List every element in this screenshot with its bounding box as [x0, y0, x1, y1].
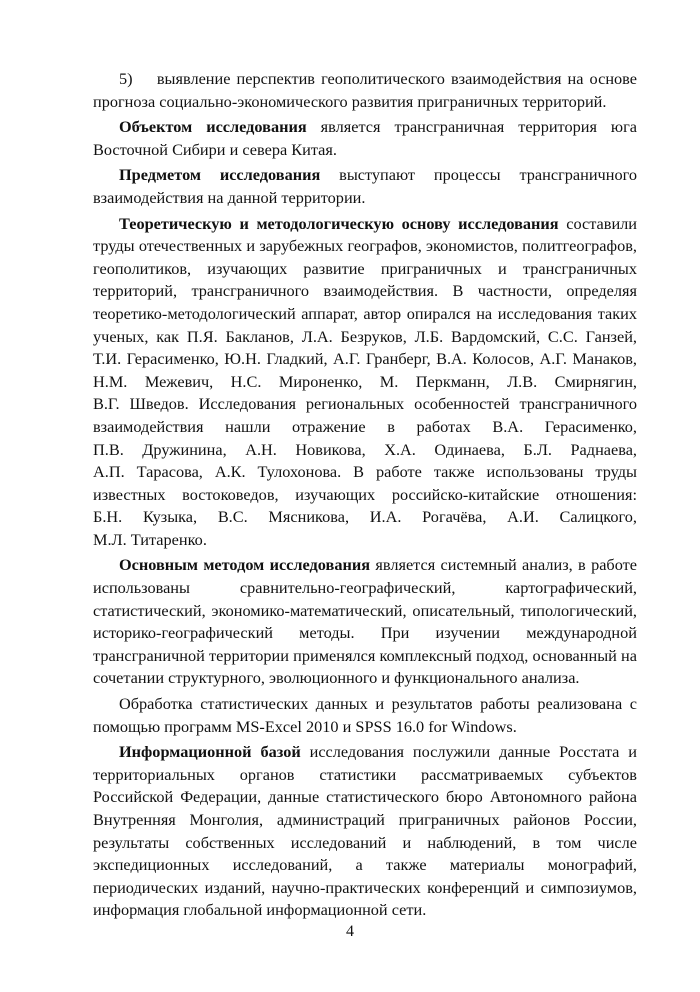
- paragraph-info-base: [93, 741, 637, 922]
- paragraph-object: [93, 116, 637, 161]
- paragraph-theory: [93, 213, 637, 552]
- paragraph-text: выступают процессы трансграничного взаимодействия на данной территории.: [93, 165, 638, 207]
- paragraph-bold-lead: Теоретическую и методологическую основу исследования: [119, 213, 559, 233]
- paragraph-goal-5: [93, 68, 637, 113]
- paragraph-bold-lead: Объектом исследования: [119, 117, 307, 137]
- paragraph-bold-lead: Предметом исследования: [119, 165, 321, 185]
- paragraph-text: Обработка статистических данных и результатов работы реализована с помощью программ MS-Excel 2010 и SPSS 16.0 for Windows.: [93, 694, 637, 736]
- paragraph-method: [93, 554, 637, 690]
- paragraph-processing: [93, 693, 637, 738]
- body-text: [93, 68, 637, 922]
- paragraph-text: составили труды отечественных и зарубежных географов, экономистов, политгеографов, геополитиков, изучающих развитие приграничных и трансграничных территорий, трансграничного взаимодействия. В частности, определяя теоретико-методологический аппарат, автор опирался на исследования таких ученых, как П.Я. Бакланов, Л.А. Безруков, Л.Б. Вардомский, С.С. Ганзей, Т.И. Герасименко, Ю.Н. Гладкий, А.Г. Гранберг, В.А. Колосов, А.Г. Манаков, Н.М. Межевич, Н.С. Мироненко, М. Перкманн, Л.В. Смирнягин, В.Г. Шведов. Исследования региональных особенностей трансграничного взаимодействия нашли отражение в работах В.А. Герасименко, П.В. Дружинина, А.Н. Новикова, Х.А. Одинаева, Б.Л. Раднаева, А.П. Тарасова, А.К. Тулохонова. В работе также использованы труды известных востоковедов, изучающих российско-китайские отношения: Б.Н. Кузыка, В.С. Мясникова, И.А. Рогачёва, А.И. Салицкого, М.Л. Титаренко.: [93, 213, 637, 549]
- paragraph-bold-lead: Основным методом исследования: [119, 555, 371, 575]
- paragraph-bold-lead: Информационной базой: [119, 742, 301, 762]
- paragraph-text: исследования послужили данные Росстата и территориальных органов статистики рассматриваемых субъектов Российской Федерации, данные статистического бюро Автономного района Внутренняя Монголия, администраций приграничных районов России, результаты собственных исследований и наблюдений, в том числе экспедиционных исследований, а также материалы монографий, периодических изданий, научно-практических конференций и симпозиумов, информация глобальной информационной сети.: [93, 742, 637, 920]
- page-number: 4: [346, 923, 354, 940]
- paragraph-subject: [93, 164, 637, 209]
- paragraph-text: является системный анализ, в работе использованы сравнительно-географический, картографический, статистический, экономико-математический, описательный, типологический, историко-географический методы. При изучении международной трансграничной территории применялся комплексный подход, основанный на сочетании структурного, эволюционного и функционального анализа.: [93, 555, 637, 688]
- paragraph-text: 5) выявление перспектив геополитического взаимодействия на основе прогноза социально-экономического развития приграничных территорий.: [93, 69, 637, 111]
- paragraph-text: является трансграничная территория юга Восточной Сибири и севера Китая.: [93, 117, 638, 159]
